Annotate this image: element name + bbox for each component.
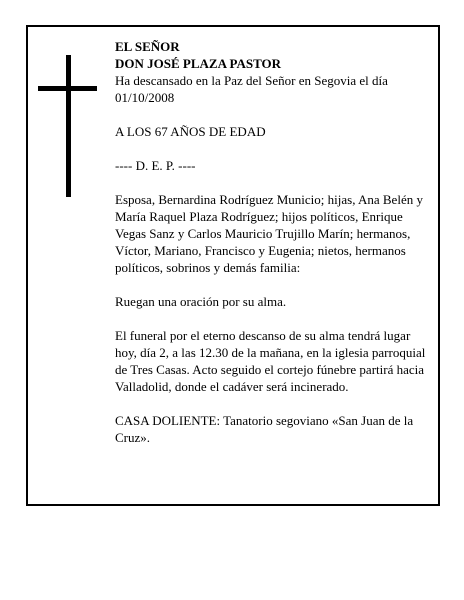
age-line: A LOS 67 AÑOS DE EDAD — [115, 124, 266, 139]
cross-vertical-bar — [66, 55, 71, 197]
funeral-paragraph: El funeral por el eterno descanso de su alma tendrá lugar hoy, día 2, a las 12.30 de la mañana, en la iglesia parroquial de Tres Casas. Acto seguido el cortejo fúnebre partirá hacia Valladolid, donde el cadáver será incinerado. — [115, 328, 426, 394]
prayer-line: Ruegan una oración por su alma. — [115, 294, 287, 309]
cross-horizontal-bar — [38, 86, 97, 91]
notice-title-line2: DON JOSÉ PLAZA PASTOR — [115, 56, 282, 71]
family-paragraph: Esposa, Bernardina Rodríguez Municio; hijas, Ana Belén y María Raquel Plaza Rodríguez; hijos políticos, Enrique Vegas Sanz y Carlos Mauricio Trujillo Marín; hermanos, Víctor, Mariano, Francisco y Eugenia; nietos, hermanos políticos, sobrinos y demás familia: — [115, 192, 423, 275]
mourning-house-line: CASA DOLIENTE: Tanatorio segoviano «San Juan de la Cruz». — [115, 413, 414, 445]
notice-title-line1: EL SEÑOR — [115, 39, 180, 54]
death-announcement: Ha descansado en la Paz del Señor en Segovia el día 01/10/2008 — [115, 73, 388, 105]
notice-text — [115, 38, 427, 446]
rip-line: ---- D. E. P. ---- — [115, 158, 196, 173]
